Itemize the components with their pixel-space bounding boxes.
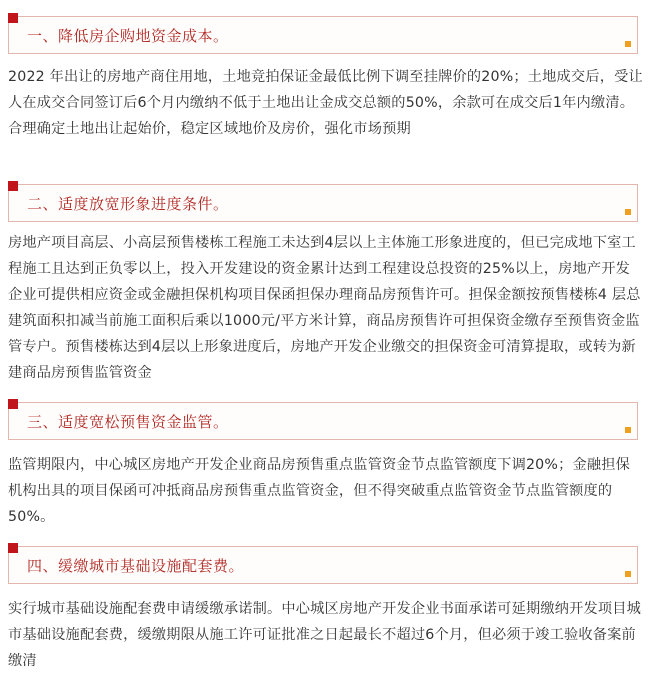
section-body-1: 2022 年出让的房地产商住用地，土地竞拍保证金最低比例下调至挂牌价的20%；土地成交后，受让人在成交合同签订后6个月内缴纳不低于土地出让金成交总额的50%，余款可在成交后1年内缴清。合理确定土地出让起始价，稳定区域地价及房价，强化市场预期 [8, 69, 643, 137]
orange-square-marker [625, 427, 631, 433]
section-heading-text: 三、适度宽松预售资金监管。 [27, 413, 229, 431]
section-heading-text: 四、缓缴城市基础设施配套费。 [27, 557, 245, 575]
red-square-marker [8, 13, 18, 23]
red-square-marker [8, 399, 18, 409]
section-heading-3 [8, 402, 638, 440]
section-heading-2 [8, 184, 638, 222]
section-heading-text: 一、降低房企购地资金成本。 [27, 27, 229, 45]
red-square-marker [8, 543, 18, 553]
orange-square-marker [625, 571, 631, 577]
section-heading-text: 二、适度放宽形象进度条件。 [27, 195, 229, 213]
orange-square-marker [625, 209, 631, 215]
orange-square-marker [625, 41, 631, 47]
section-body-2: 房地产项目高层、小高层预售楼栋工程施工未达到4层以上主体施工形象进度的，但已完成地下室工程施工且达到正负零以上，投入开发建设的资金累计达到工程建设总投资的25%以上，房地产开发企业可提供相应资金或金融担保机构项目保函担保办理商品房预售许可。担保金额按预售楼栋4 层总建筑面积扣减当前施工面积后乘以1000元/平方米计算，商品房预售许可担保资金缴存至预售资金监管专户。预售楼栋达到4层以上形象进度后，房地产开发企业缴交的担保资金可清算提取，或转为新建商品房预售监管资金 [8, 235, 641, 381]
red-square-marker [8, 181, 18, 191]
section-body-4: 实行城市基础设施配套费申请缓缴承诺制。中心城区房地产开发企业书面承诺可延期缴纳开发项目城市基础设施配套费，缓缴期限从施工许可证批准之日起最长不超过6个月，但必须于竣工验收备案前缴清 [8, 601, 642, 669]
section-body-3: 监管期限内，中心城区房地产开发企业商品房预售重点监管资金节点监管额度下调20%；金融担保机构出具的项目保函可冲抵商品房预售重点监管资金，但不得突破重点监管资金节点监管额度的50%。 [8, 457, 631, 525]
section-heading-4 [8, 546, 638, 584]
section-heading-1 [8, 16, 638, 54]
